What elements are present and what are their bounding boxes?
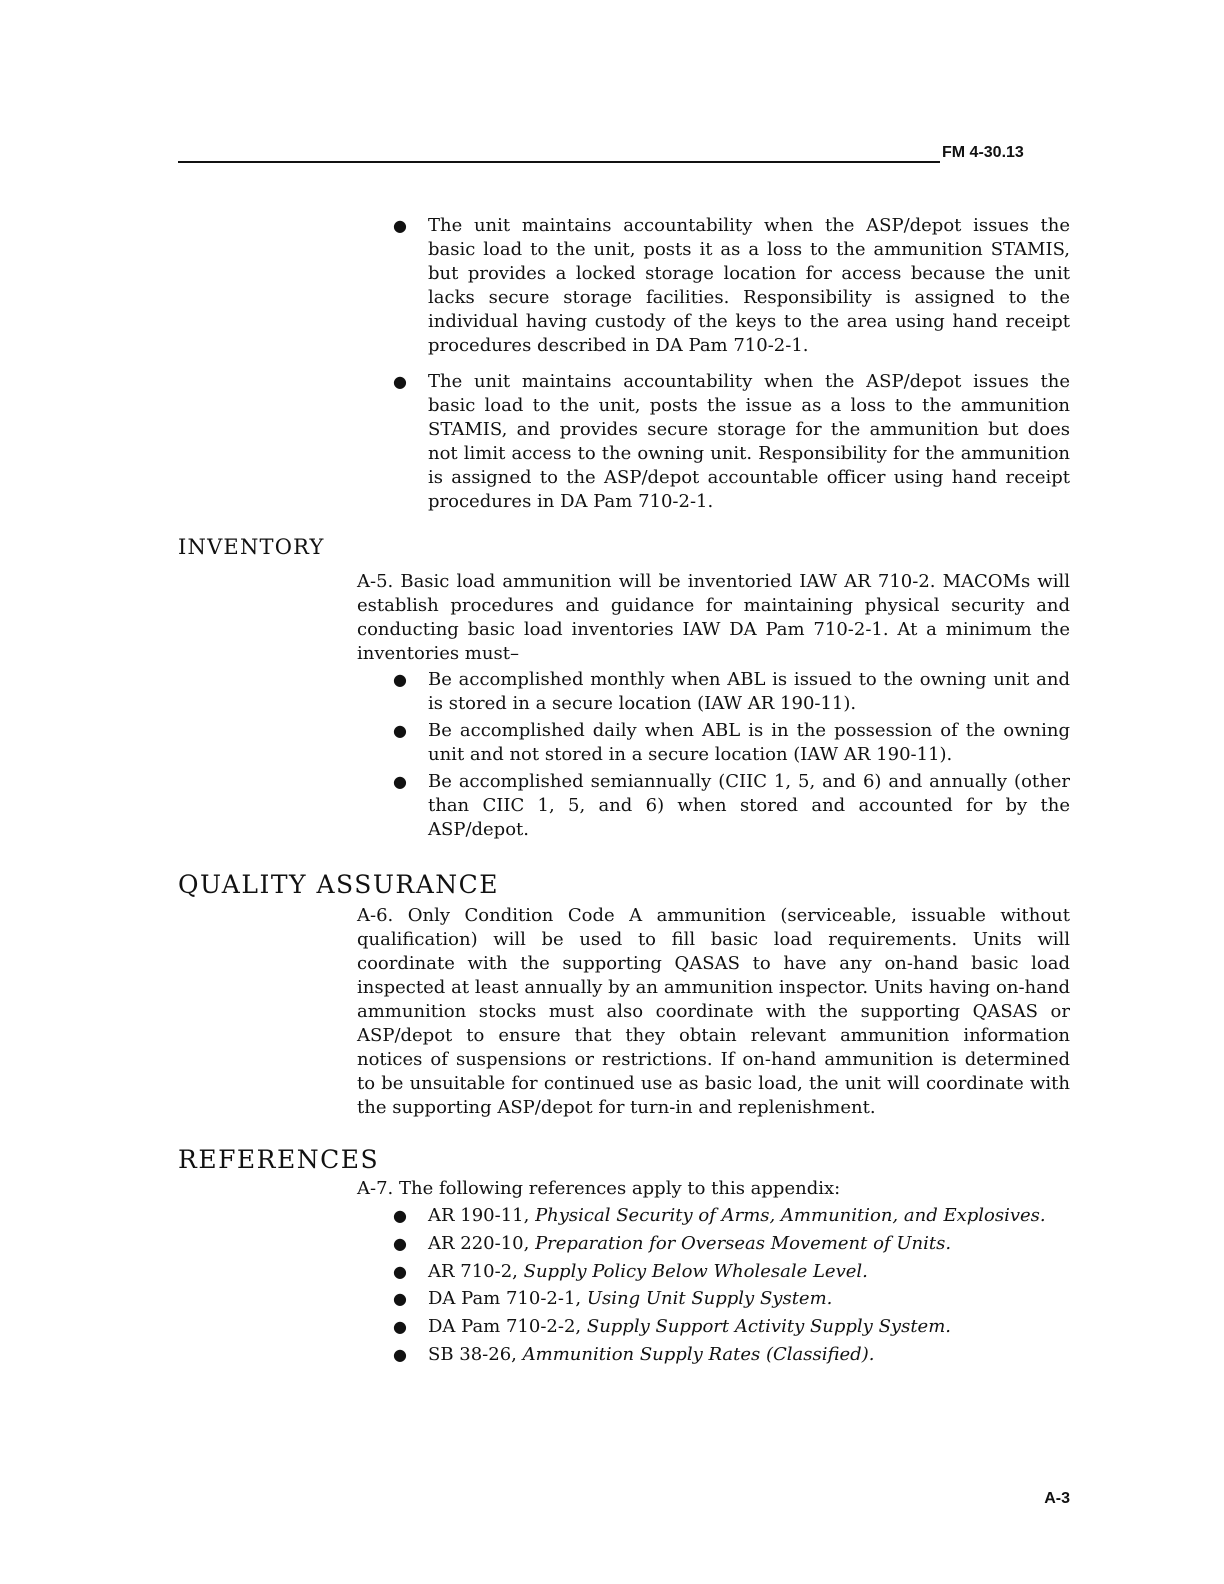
bullet-icon: ● (393, 1206, 407, 1225)
quality-assurance-section (357, 904, 1070, 1120)
page-number: A-3 (1044, 1490, 1070, 1507)
accountability-bullets (357, 214, 1070, 514)
bullet-icon: ● (393, 721, 407, 740)
inventory-section (357, 570, 1070, 842)
list-item: ● The unit maintains accountability when the ASP/depot issues the basic load to the unit, posts it as a loss to the ammunition STAMIS, but provides a locked storage location for access because the unit lacks secure storage facilities. Responsibility is assigned to the individual having custody of the keys to the area using hand receipt procedures described in DA Pam 710-2-1. (393, 215, 1070, 356)
list-item: ● Be accomplished daily when ABL is in the possession of the owning unit and not stored in a secure location (IAW AR 190-11). (393, 720, 1070, 765)
references-heading: REFERENCES (178, 1145, 380, 1174)
reference-item: ● AR 710-2, Supply Policy Below Wholesale Level. (357, 1258, 1070, 1286)
bullet-icon: ● (393, 372, 407, 391)
bullet-icon: ● (393, 1289, 407, 1309)
references-section (357, 1177, 1070, 1369)
list-item: ● Be accomplished monthly when ABL is issued to the owning unit and is stored in a secure location (IAW AR 190-11). (393, 669, 1070, 714)
reference-item: ● SB 38-26, Ammunition Supply Rates (Classified). (357, 1341, 1070, 1369)
bullet-icon: ● (393, 1317, 407, 1337)
bullet-icon: ● (393, 772, 407, 791)
bullet-icon: ● (393, 1261, 407, 1281)
list-item: ● Be accomplished semiannually (CIIC 1, 5, and 6) and annually (other than CIIC 1, 5, and 6) when stored and accounted for by the ASP/depot. (393, 771, 1070, 840)
quality-assurance-paragraph: A-6. Only Condition Code A ammunition (serviceable, issuable without qualification) will be used to fill basic load requirements. Units will coordinate with the supporting QASAS to have any on-hand basic load inspected at least annually by an ammunition inspector. Units having on-hand ammunition stocks must also coordinate with the supporting QASAS or ASP/depot to ensure that they obtain relevant ammunition information notices of suspensions or restrictions. If on-hand ammunition is determined to be unsuitable for continued use as basic load, the unit will coordinate with the supporting ASP/depot for turn-in and replenishment. (357, 905, 1070, 1118)
document-id: FM 4-30.13 (942, 144, 1024, 161)
bullet-icon: ● (393, 670, 407, 689)
quality-assurance-heading: QUALITY ASSURANCE (178, 870, 500, 899)
bullet-icon: ● (393, 1344, 407, 1364)
bullet-icon: ● (393, 1233, 407, 1253)
reference-item: ● AR 220-10, Preparation for Overseas Movement of Units. (357, 1230, 1070, 1258)
header-rule (178, 161, 940, 163)
reference-item: ● DA Pam 710-2-1, Using Unit Supply System. (357, 1285, 1070, 1313)
inventory-heading: INVENTORY (178, 535, 325, 559)
reference-item: ● DA Pam 710-2-2, Supply Support Activity Supply System. (357, 1313, 1070, 1341)
inventory-paragraph: A-5. Basic load ammunition will be inventoried IAW AR 710-2. MACOMs will establish procedures and guidance for maintaining physical security and conducting basic load inventories IAW DA Pam 710-2-1. At a minimum the inventories must– (357, 571, 1070, 664)
list-item: ● The unit maintains accountability when the ASP/depot issues the basic load to the unit, posts the issue as a loss to the ammunition STAMIS, and provides secure storage for the ammunition but does not limit access to the owning unit. Responsibility for the ammunition is assigned to the ASP/depot accountable officer using hand receipt procedures in DA Pam 710-2-1. (393, 371, 1070, 512)
bullet-icon: ● (393, 216, 407, 235)
references-intro: A-7. The following references apply to this appendix: (357, 1178, 841, 1199)
reference-item: ● AR 190-11, Physical Security of Arms, Ammunition, and Explosives. (357, 1202, 1070, 1230)
